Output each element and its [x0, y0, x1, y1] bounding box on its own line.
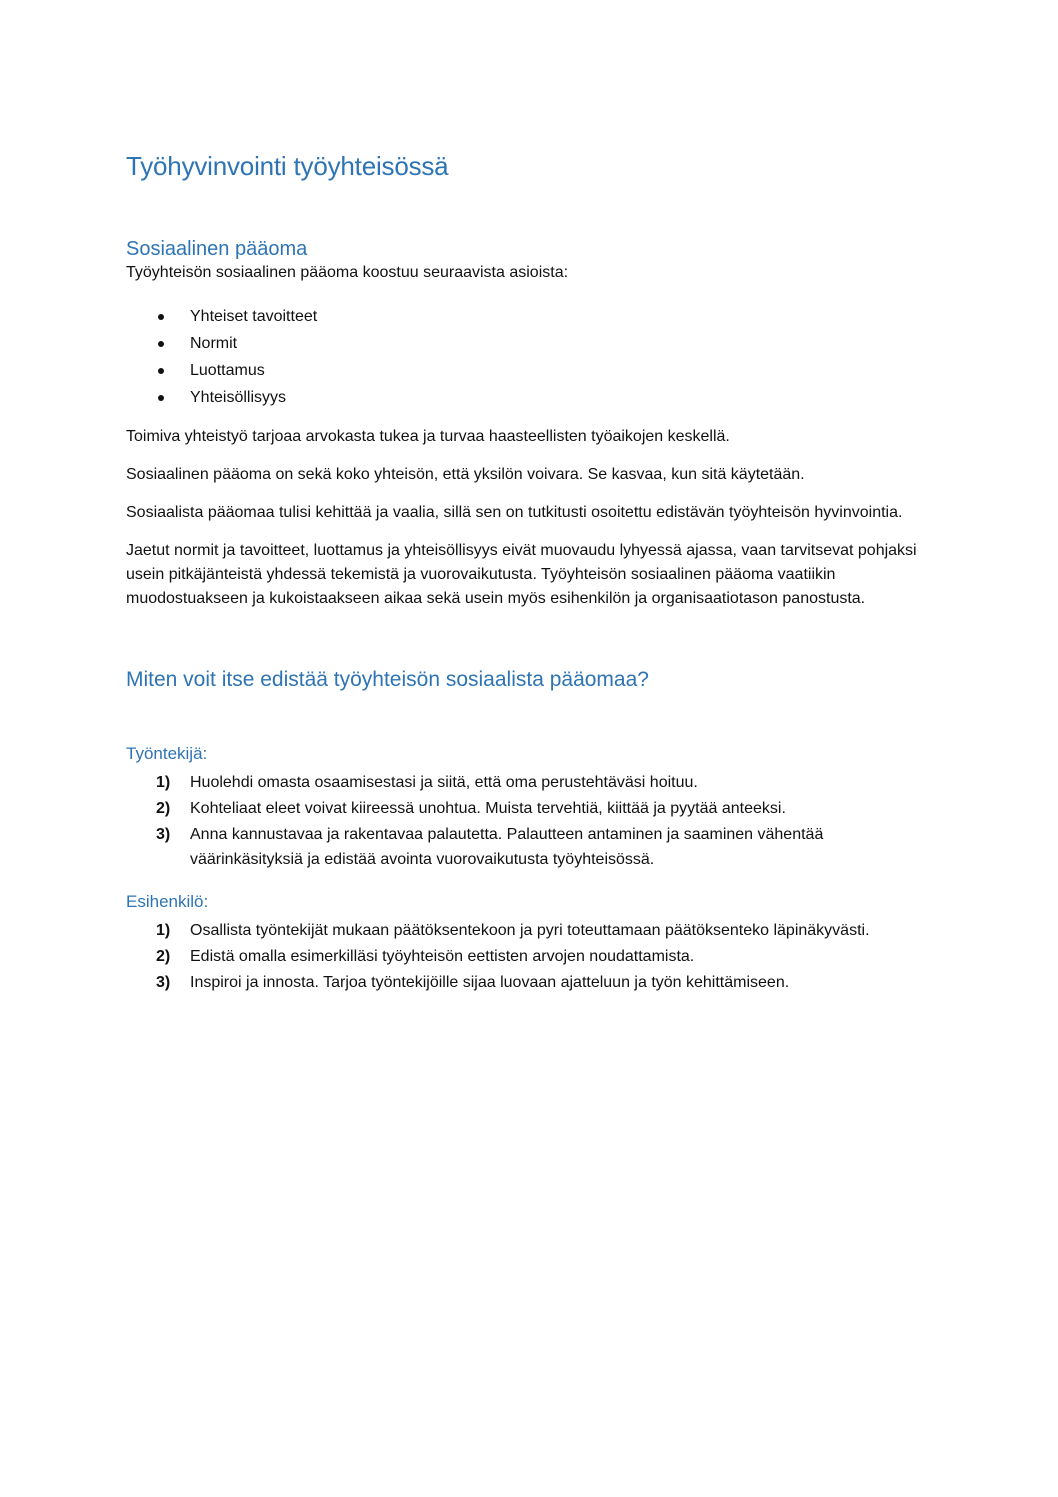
list-item [126, 357, 926, 384]
section-heading-sosiaalinen-paaoma: Sosiaalinen pääoma [126, 238, 308, 260]
item-number: 2) [156, 800, 171, 817]
employee-list [126, 770, 926, 872]
list-item-text: Inspiroi ja innosta. Tarjoa työntekijöille sijaa luovaan ajatteluun ja työn kehittämiseen. [190, 974, 790, 991]
employee-block [126, 742, 926, 872]
paragraph: Toimiva yhteistyö tarjoaa arvokasta tukea ja turvaa haasteellisten työaikojen keskellä. [126, 428, 730, 445]
bullet-icon [158, 341, 164, 347]
list-item [126, 384, 926, 411]
item-number: 2) [156, 948, 171, 965]
item-number: 3) [156, 826, 171, 843]
list-item [126, 770, 926, 795]
supervisor-list [126, 918, 926, 995]
list-item-text: Luottamus [190, 362, 265, 379]
list-item [126, 303, 926, 330]
item-number: 1) [156, 774, 171, 791]
paragraph: Sosiaalinen pääoma on sekä koko yhteisön, että yksilön voivara. Se kasvaa, kun sitä käytetään. [126, 466, 805, 483]
section-intro: Työyhteisön sosiaalinen pääoma koostuu seuraavista asioista: [126, 264, 569, 281]
list-item-text: Edistä omalla esimerkilläsi työyhteisön eettisten arvojen noudattamista. [190, 948, 695, 965]
bullet-icon [158, 395, 164, 401]
supervisor-block [126, 890, 926, 995]
list-item [126, 970, 926, 995]
supervisor-heading: Esihenkilö: [126, 892, 209, 911]
list-item-text: Kohteliaat eleet voivat kiireessä unohtua. Muista tervehtiä, kiittää ja pyytää anteeksi. [190, 800, 786, 817]
paragraph: Sosiaalista pääomaa tulisi kehittää ja vaalia, sillä sen on tutkitusti osoitettu edistävän työyhteisön hyvinvointia. [126, 504, 903, 521]
list-item-text: Anna kannustavaa ja rakentavaa palautetta. Palautteen antaminen ja saaminen vähentää väärinkäsityksiä ja edistää avointa vuorovaikutusta työyhteisössä. [190, 826, 824, 868]
list-item [126, 796, 926, 821]
list-item-text: Normit [190, 335, 238, 352]
bullet-icon [158, 314, 164, 320]
employee-heading: Työntekijä: [126, 744, 208, 763]
item-number: 3) [156, 974, 171, 991]
list-item-text: Huolehdi omasta osaamisestasi ja siitä, että oma perustehtäväsi hoituu. [190, 774, 698, 791]
document-title: Työhyvinvointi työyhteisössä [126, 151, 449, 181]
item-number: 1) [156, 922, 171, 939]
document-content [126, 146, 926, 996]
list-item [126, 822, 926, 872]
list-item-text: Osallista työntekijät mukaan päätöksentekoon ja pyri toteuttamaan päätöksenteko läpinäkyvästi. [190, 922, 870, 939]
list-item [126, 944, 926, 969]
list-item-text: Yhteiset tavoitteet [190, 308, 318, 325]
bullet-list [126, 303, 926, 411]
paragraph: Jaetut normit ja tavoitteet, luottamus ja yhteisöllisyys eivät muovaudu lyhyessä ajassa, vaan tarvitsevat pohjaksi usein pitkäjänteistä yhdessä tekemistä ja vuorovaikutusta. Työyhteisön sosiaalinen pääoma vaatiikin muodostuakseen ja kukoistaakseen aikaa sekä usein myös esihenkilön ja organisaatiotason panostusta. [126, 542, 917, 607]
section-heading-edistaminen: Miten voit itse edistää työyhteisön sosiaalista pääomaa? [126, 668, 649, 691]
list-item [126, 918, 926, 943]
bullet-icon [158, 368, 164, 374]
list-item-text: Yhteisöllisyys [190, 389, 287, 406]
list-item [126, 330, 926, 357]
